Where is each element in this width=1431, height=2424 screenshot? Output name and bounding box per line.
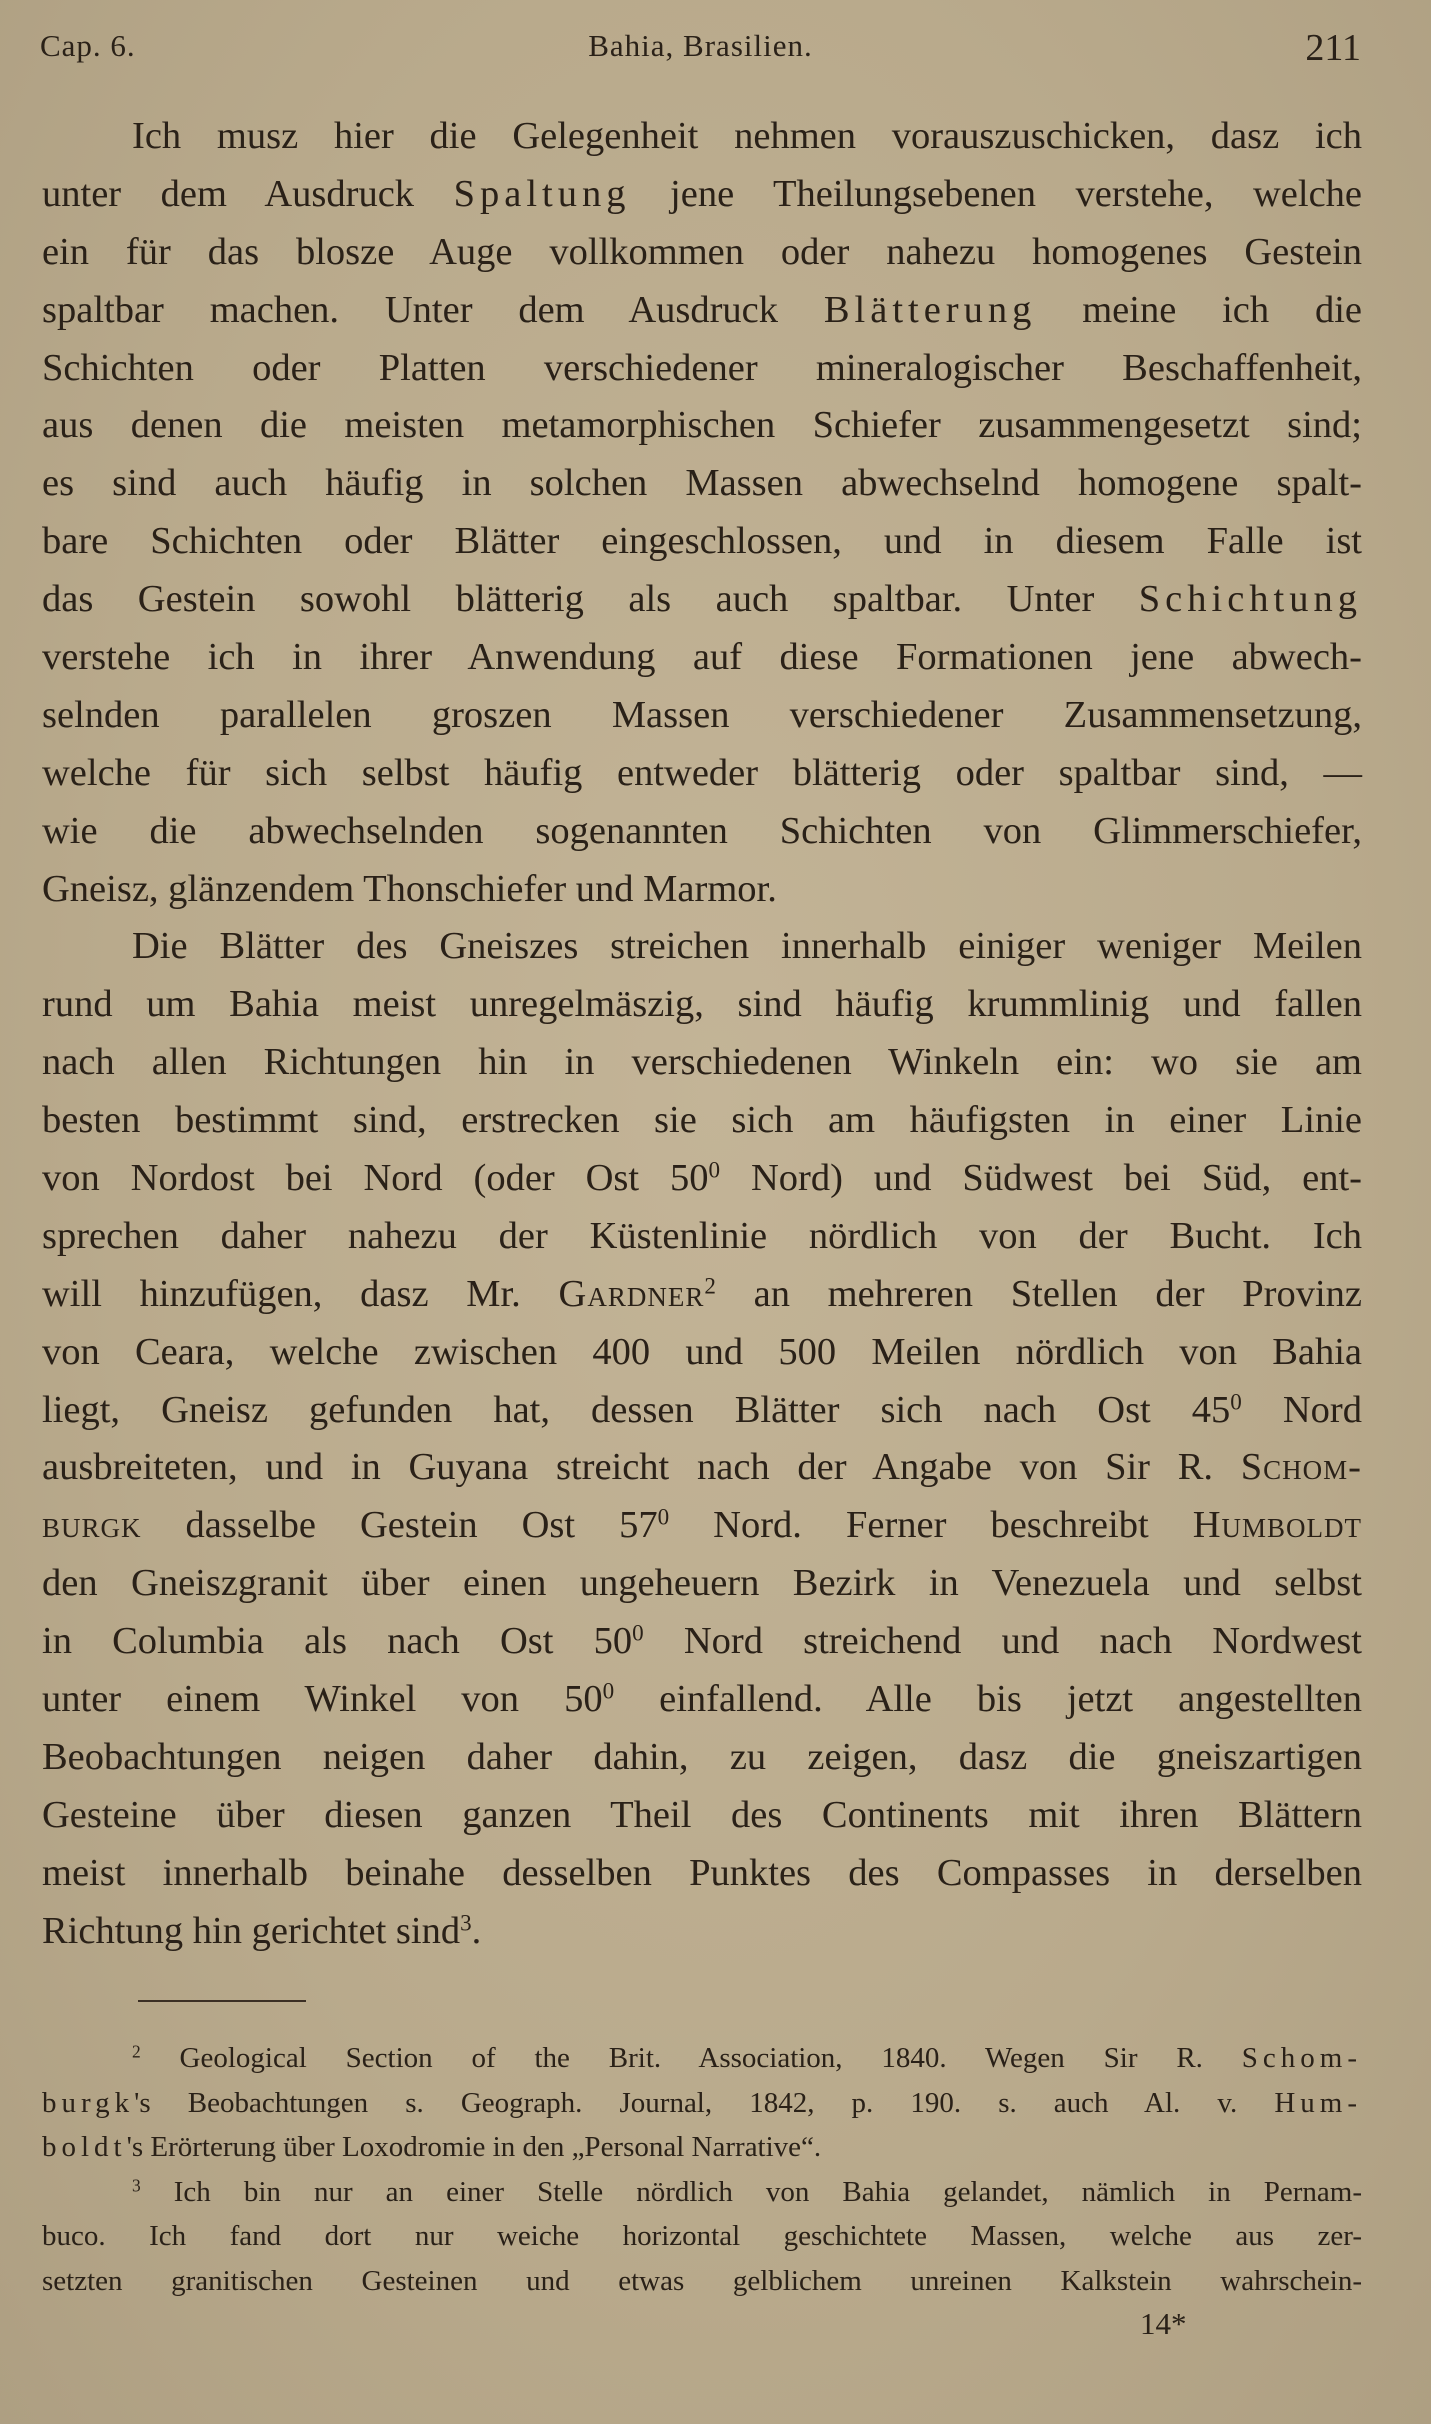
text-run: Richtung hin gerichtet sind [42, 1909, 461, 1952]
text-line [42, 687, 1362, 745]
text-run: wie die abwechselnden sogenannten Schichten von Glimmerschiefer, [42, 809, 1362, 852]
superscript: 0 [602, 1677, 615, 1704]
text-run: Ich musz hier die Gelegenheit nehmen vorauszuschicken, dasz ich [132, 115, 1362, 157]
text-line [42, 108, 1362, 166]
paragraph-1 [42, 108, 1362, 918]
text-run: von Ceara, welche zwischen 400 und 500 Meilen nördlich von Bahia [42, 1330, 1362, 1373]
text-run: Ich bin nur an einer Stelle nördlich von Bahia gelandet, nämlich in Pernam- [140, 2175, 1362, 2208]
text-run: welche für sich selbst häufig entweder blätterig oder spaltbar sind, — [42, 751, 1362, 794]
text-run: von Nordost bei Nord (oder Ost 50 [42, 1157, 709, 1200]
text-line [42, 1324, 1362, 1382]
text-run: buco. Ich fand dort nur weiche horizontal geschichtete Massen, welche aus zer- [42, 2220, 1362, 2252]
text-run: meine ich die [1036, 288, 1363, 331]
footnote-line [42, 2125, 1362, 2170]
text-run: Beobachtungen neigen daher dahin, zu zeigen, dasz die gneiszartigen [42, 1735, 1362, 1778]
text-run: den Gneiszgranit über einen ungeheuern Bezirk in Venezuela und selbst [42, 1562, 1362, 1605]
spaced-emphasis: boldt [42, 2131, 127, 2163]
text-run: unter einem Winkel von 50 [42, 1678, 603, 1721]
text-line [42, 1787, 1362, 1845]
small-caps-name: burgk [42, 1504, 142, 1547]
footnote-3 [42, 2170, 1362, 2304]
text-run: ein für das blosze Auge vollkommen oder nahezu homogenes Gestein [42, 230, 1362, 273]
spaced-emphasis: Blätterung [823, 288, 1037, 331]
spaced-emphasis: Spaltung [453, 172, 631, 215]
spaced-emphasis: Schichtung [1138, 578, 1362, 621]
text-run: will hinzufügen, dasz Mr. [42, 1272, 559, 1315]
text-line [42, 803, 1362, 861]
text-run: Die Blätter des Gneiszes streichen innerhalb einiger weniger Meilen [132, 925, 1362, 968]
text-line [42, 571, 1362, 629]
footnote-line [42, 2259, 1362, 2304]
text-line [42, 1266, 1362, 1324]
superscript: 3 [460, 1908, 472, 1935]
text-run: Nord) und Südwest bei Süd, ent- [720, 1157, 1362, 1200]
text-run: jene Theilungsebenen verstehe, welche [630, 172, 1362, 215]
text-line [42, 1613, 1362, 1671]
text-line [42, 513, 1362, 571]
text-line [42, 1382, 1362, 1440]
text-run: . [471, 1909, 482, 1952]
text-line [42, 282, 1362, 340]
text-line [42, 629, 1362, 687]
text-run: Nord streichend und nach Nordwest [643, 1620, 1362, 1663]
small-caps-name: Humboldt [1192, 1504, 1362, 1547]
text-run: Schichten oder Platten verschiedener mineralogischer Beschaffenheit, [42, 346, 1362, 389]
text-run: sprechen daher nahezu der Küstenlinie nördlich von der Bucht. Ich [42, 1214, 1362, 1257]
spaced-emphasis: Schom- [1241, 2042, 1362, 2074]
text-run: nach allen Richtungen hin in verschiedenen Winkeln ein: wo sie am [42, 1041, 1362, 1084]
text-run: einfallend. Alle bis jetzt angestellten [614, 1678, 1362, 1721]
small-caps-name: Schom- [1240, 1446, 1362, 1489]
text-line [42, 1555, 1362, 1613]
text-run: 's Erörterung über Loxodromie in den „Personal Narrative“. [126, 2131, 822, 2163]
text-line [42, 1439, 1362, 1497]
text-run: rund um Bahia meist unregelmäszig, sind häufig krummlinig und fallen [42, 983, 1362, 1026]
text-line [42, 861, 1362, 919]
running-title: Bahia, Brasilien. [588, 28, 813, 63]
text-run: verstehe ich in ihrer Anwendung auf diese Formationen jene abwech- [42, 636, 1362, 679]
text-run: in Columbia als nach Ost 50 [42, 1620, 633, 1663]
footnote-2 [42, 2036, 1362, 2170]
footnote-line [42, 2081, 1362, 2126]
text-run: spaltbar machen. Unter dem Ausdruck [42, 288, 824, 331]
text-line [42, 397, 1362, 455]
text-line [42, 1208, 1362, 1266]
text-line [42, 745, 1362, 803]
superscript: 0 [657, 1503, 670, 1530]
text-run: selnden parallelen groszen Massen verschiedener Zusammensetzung, [42, 693, 1362, 736]
text-run: Nord. Ferner beschreibt [669, 1504, 1193, 1547]
text-run: es sind auch häufig in solchen Massen abwechselnd homogene spalt- [42, 462, 1362, 505]
text-run: 's Beobachtungen s. Geograph. Journal, 1842, p. 190. s. auch Al. v. [134, 2086, 1275, 2119]
main-text [42, 108, 1362, 1961]
footnote-rule [138, 2000, 306, 2002]
text-run: unter dem Ausdruck [42, 172, 454, 215]
text-run: Gesteine über diesen ganzen Theil des Continents mit ihren Blättern [42, 1793, 1362, 1836]
text-run: meist innerhalb beinahe desselben Punktes des Compasses in derselben [42, 1851, 1362, 1894]
text-line [42, 1497, 1362, 1555]
text-run: besten bestimmt sind, erstrecken sie sich am häufigsten in einer Linie [42, 1099, 1362, 1142]
chapter-label: Cap. 6. [40, 28, 136, 63]
text-line [42, 340, 1362, 398]
text-run: Geological Section of the Brit. Association, 1840. Wegen Sir R. [140, 2042, 1242, 2074]
spaced-emphasis: Hum- [1274, 2086, 1362, 2119]
signature-mark: 14* [1140, 2306, 1187, 2341]
small-caps-name: Gardner [558, 1272, 705, 1315]
superscript: 0 [708, 1156, 721, 1183]
text-run: aus denen die meisten metamorphischen Schiefer zusammengesetzt sind; [42, 404, 1362, 447]
footnote-line [42, 2036, 1362, 2081]
superscript: 0 [1230, 1387, 1242, 1414]
superscript: 2 [132, 2041, 141, 2062]
text-run: Nord [1241, 1388, 1363, 1431]
text-line [42, 455, 1362, 513]
text-run: ausbreiteten, und in Guyana streicht nach der Angabe von Sir R. [42, 1446, 1241, 1489]
superscript: 2 [704, 1272, 716, 1299]
superscript: 3 [132, 2174, 141, 2195]
text-run: setzten granitischen Gesteinen und etwas gelblichem unreinen Kalkstein wahrschein- [42, 2264, 1362, 2297]
text-line [42, 976, 1362, 1034]
superscript: 0 [632, 1619, 644, 1646]
text-run: dasselbe Gestein Ost 57 [141, 1504, 658, 1547]
text-run: an mehreren Stellen der Provinz [715, 1272, 1362, 1315]
text-line [42, 1729, 1362, 1787]
text-line [42, 1092, 1362, 1150]
spaced-emphasis: burgk [42, 2086, 135, 2119]
text-run: das Gestein sowohl blätterig als auch spaltbar. Unter [42, 578, 1139, 621]
text-line [42, 1845, 1362, 1903]
footnote-line [42, 2214, 1362, 2259]
text-line [42, 918, 1362, 976]
text-run: liegt, Gneisz gefunden hat, dessen Blätter sich nach Ost 45 [42, 1388, 1231, 1431]
text-line [42, 1150, 1362, 1208]
page-number: 211 [1305, 27, 1361, 69]
running-header [40, 26, 1361, 76]
text-line [42, 1903, 1362, 1961]
text-line [42, 166, 1362, 224]
footnotes [42, 2036, 1362, 2303]
text-line [42, 224, 1362, 282]
text-run: bare Schichten oder Blätter eingeschlossen, und in diesem Falle ist [42, 520, 1362, 563]
text-line [42, 1034, 1362, 1092]
paragraph-2 [42, 918, 1362, 1960]
text-line [42, 1671, 1362, 1729]
footnote-line [42, 2170, 1362, 2215]
text-run: Gneisz, glänzendem Thonschiefer und Marmor. [42, 867, 777, 910]
